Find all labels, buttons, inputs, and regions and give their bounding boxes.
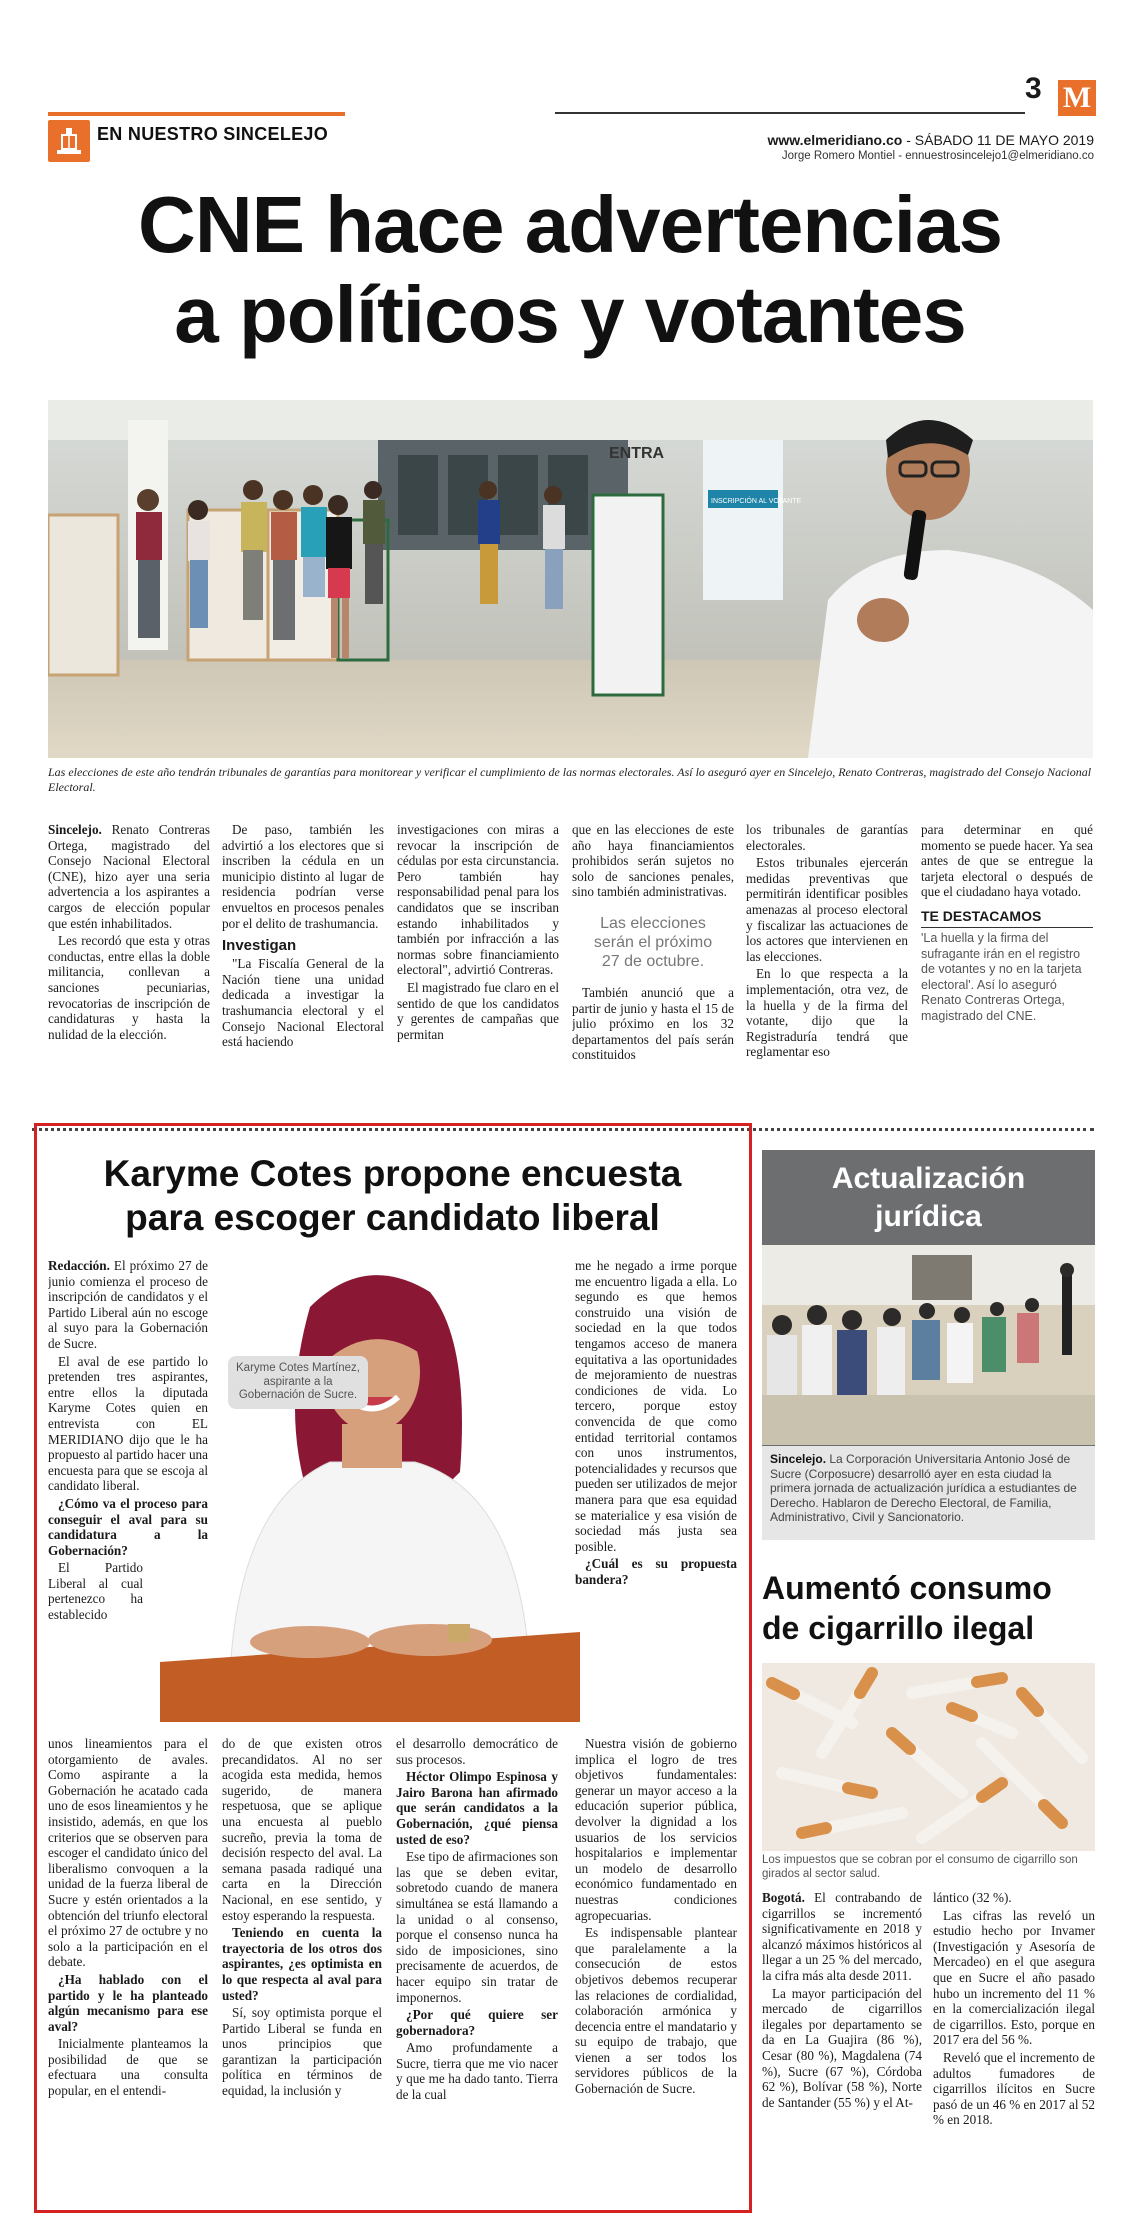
title-line-2: jurídica bbox=[875, 1200, 982, 1233]
karyme-photo-caption: Karyme Cotes Martínez, aspirante a la Gobernación de Sucre. bbox=[228, 1356, 368, 1409]
section-icon bbox=[48, 120, 90, 162]
paragraph: Amo profundamente a Sucre, tierra que me vio nacer y que me ha dado tanto. Tierra de la cual bbox=[396, 2040, 558, 2103]
paragraph: do de que existen otros precandidatos. Al no ser acogida esta medida, hemos sugerido, de manera respetuosa, que se aplique una encuesta al pueblo sucreño, previa la toma de decisión respecto del aval. La semana pasada radiqué una carta en la Dirección Nacional, en ese sentido, y estoy esperando la respuesta. bbox=[222, 1736, 382, 1923]
header-rule bbox=[555, 112, 1025, 114]
section-name: EN NUESTRO SINCELEJO bbox=[97, 124, 329, 144]
karyme-headline bbox=[40, 1152, 745, 1240]
karyme-col-4 bbox=[575, 1736, 737, 2206]
cigarrillo-photo-caption: Los impuestos que se cobran por el consumo de cigarrillo son girados al sector salud. bbox=[762, 1854, 1078, 1880]
paragraph: los tribunales de garantías electorales. bbox=[746, 822, 908, 853]
paragraph: investigaciones con miras a revocar la inscripción de cédulas por esta circunstancia. Pero también hay responsabilidad penal para los candidatos que se inscriban estando inhabilitados y también por infracción a las normas sobre financiamiento electoral", advirtió Contreras. bbox=[397, 822, 559, 978]
main-photo-caption: Las elecciones de este año tendrán tribunales de garantías para monitorear y verificar el cumplimiento de las normas electorales. Así lo aseguró ayer en Sincelejo, Renato Contreras, magistrado del Consejo Nacional Electoral. bbox=[48, 765, 1092, 794]
title-line-2: de cigarrillo ilegal bbox=[762, 1610, 1035, 1646]
dateline: Bogotá. bbox=[762, 1890, 805, 1905]
paragraph: para determinar en qué momento se puede hacer. Ya sea antes de que se entregue la tarjeta electoral o después de que el ciudadano haya votado. bbox=[921, 822, 1093, 900]
paragraph: Renato Contreras Ortega, magistrado del Consejo Nacional Electoral (CNE), hizo ayer una seria advertencia a los aspirantes a cargos de elección popular que estén inhabilitados. bbox=[48, 822, 210, 931]
issue-date: - SÁBADO 11 DE MAYO 2019 bbox=[906, 132, 1094, 148]
dateline: Sincelejo. bbox=[770, 1452, 827, 1466]
dateline: Redacción. bbox=[48, 1258, 110, 1273]
karyme-col-2 bbox=[222, 1736, 382, 2206]
question: ¿Cuál es su propuesta bandera? bbox=[575, 1556, 737, 1587]
headline-line-2: a políticos y votantes bbox=[174, 270, 966, 359]
cigarrillo-photo bbox=[762, 1663, 1095, 1851]
main-col-2 bbox=[222, 822, 384, 1118]
main-photo bbox=[48, 400, 1093, 758]
pullquote: Las elecciones serán el próximo 27 de octubre. bbox=[593, 914, 713, 970]
karyme-photo bbox=[160, 1252, 580, 1722]
paragraph: Les recordó que esta y otras conductas, entre ellas la doble militancia, conllevan a sanciones pecuniarias, revocatorias de inscripción de candidaturas y hasta la nulidad de la elección. bbox=[48, 933, 210, 1042]
question: ¿Por qué quiere ser gobernadora? bbox=[396, 2007, 558, 2038]
headline-line-1: CNE hace advertencias bbox=[138, 180, 1002, 269]
main-headline bbox=[0, 180, 1140, 360]
title-line-1: Actualización bbox=[831, 1162, 1026, 1195]
paragraph: Reveló que el incremento de adultos fumadores de cigarrillos ilícitos en Sucre pasó de un 46 % en 2017 al 52 % en 2018. bbox=[933, 2049, 1095, 2128]
headline-line-2: para escoger candidato liberal bbox=[125, 1197, 660, 1238]
caption-text: La Corporación Universitaria Antonio José de Sucre (Corposucre) desarrolló ayer en esta ciudad la primera jornada de actualización jurídica a estudiantes de Derecho. Hablaron de Derecho Electoral, de Familia, Administrativo, Civil y Sancionatorio. bbox=[770, 1452, 1077, 1525]
paragraph: unos lineamientos para el otorgamiento de avales. Como aspirante a la Gobernación he acatado cada uno de esos lineamientos y he insistido, además, en que los criterios que se observen para escoger el candidato único del liberalismo convoquen a la unidad de la fuerza liberal de Sucre y estén orientados a la obtención del triunfo electoral el próximo 27 de octubre y no solo a la participación en el debate. bbox=[48, 1736, 208, 1970]
actualizacion-caption bbox=[762, 1446, 1095, 1540]
cigarrillo-headline bbox=[762, 1568, 1095, 1648]
question: ¿Cómo va el proceso para conseguir el aval para su candidatura a la Gobernación? bbox=[48, 1495, 208, 1558]
paragraph: el desarrollo democrático de sus procesos. bbox=[396, 1736, 558, 1767]
paragraph: El magistrado fue claro en el sentido de que los candidatos y gerentes de campañas que permitan bbox=[397, 979, 559, 1042]
question: Teniendo en cuenta la trayectoria de los otros dos aspirantes, ¿es optimista en lo que respecta al aval para usted? bbox=[222, 1925, 382, 2003]
main-col-4 bbox=[572, 822, 734, 1118]
dateline-header bbox=[767, 132, 1094, 148]
photo-sign-banner: INSCRIPCIÓN AL VOTANTE bbox=[711, 498, 802, 505]
paragraph: Las cifras las reveló un estudio hecho por Invamer (Investigación y Asesoría de Mercadeo) en el que asegura que en Sucre el año pasado hubo un incremento del 11 % en la comercialización ilegal de cigarrillos. Esto, porque en 2017 era del 56 %. bbox=[933, 1907, 1095, 2048]
paragraph: En lo que respecta a la implementación, otra vez, de la huella y de la firma del votante, dijo que la Registraduría tendrá que reglamentar eso bbox=[746, 966, 908, 1060]
paragraph: El contrabando de cigarrillos se incrementó significativamente en 2018 y alcanzó máximos históricos al llegar a un 25 % del mercado, la cifra más alta desde 2011. bbox=[762, 1890, 922, 1983]
paragraph: Estos tribunales ejercerán medidas preventivas que permitirán identificar posibles amenazas al proceso electoral y fiscalizar las actuaciones de los actores que intervienen en las elecciones. bbox=[746, 855, 908, 964]
question: Héctor Olimpo Espinosa y Jairo Barona han afirmado que serán candidatos a la Gobernación, ¿qué piensa usted de eso? bbox=[396, 1769, 558, 1847]
question: ¿Ha hablado con el partido y le ha planteado algún mecanismo para ese aval? bbox=[48, 1971, 208, 2034]
paragraph: me he negado a irme porque me encuentro ligada a ella. Lo segundo es que hemos construido una visión de sociedad en la que todos tengamos acceso de manera equitativa a las oportunidades de mejoramiento de nuestras condiciones de vida. Lo tercero, porque estoy convencida de que como entidad territorial contamos con unos instrumentos, potencialidades y recursos que pueden ser utilizados de mejor manera para que esa equidad se materialice y esa visión de sociedad más justa sea posible. bbox=[575, 1258, 737, 1554]
paragraph: Inicialmente planteamos la posibilidad de que se efectuara una consulta popular, en el entendi- bbox=[48, 2036, 208, 2099]
main-col-5 bbox=[746, 822, 908, 1118]
dateline: Sincelejo. bbox=[48, 822, 102, 837]
paragraph: Es indispensable plantear que paralelamente a la consecución de estos objetivos debemos recuperar las relaciones de cordialidad, colaboración armónica y decencia entre el mandatario y su equipo de trabajo, que vienen a ser todos los servidores públicos de la Gobernación de Sucre. bbox=[575, 1925, 737, 2097]
subhead: Investigan bbox=[222, 937, 297, 955]
page-number: 3 bbox=[1025, 72, 1042, 105]
section-top-rule bbox=[48, 112, 345, 116]
paragraph: "La Fiscalía General de la Nación tiene una unidad dedicada a investigar la trashumancia electoral y el Consejo Nacional Electoral está haciendo bbox=[222, 956, 384, 1050]
karyme-col-1 bbox=[48, 1258, 208, 1724]
main-col-6 bbox=[921, 822, 1093, 1118]
karyme-col-4-top bbox=[575, 1258, 737, 1724]
highlight-text: 'La huella y la firma del sufragante irán en el registro de votantes y no en la tarjeta electoral'. Así lo aseguró Renato Contreras Ortega, magistrado del CNE. bbox=[921, 930, 1082, 1023]
paragraph: De paso, también les advirtió a los electores que si inscriben la cédula en un municipio distinto al lugar de residencia podrían verse envueltos en procesos penales por el delito de trashumancia. bbox=[222, 822, 384, 931]
main-col-3 bbox=[397, 822, 559, 1118]
headline-line-1: Karyme Cotes propone encuesta bbox=[103, 1153, 682, 1194]
karyme-col-1b bbox=[48, 1736, 208, 2206]
author-credit: Jorge Romero Montiel - ennuestrosincelejo1@elmeridiano.co bbox=[781, 150, 1094, 162]
cigarrillo-col-1 bbox=[762, 1890, 922, 2212]
paragraph: Ese tipo de afirmaciones son las que se deben evitar, sobretodo cuando de manera simultánea se está llamando a la unidad o al consenso, porque el consenso nunca ha sido de imposiciones, sino precisamente de acuerdos, de hacer equipo sin tratar de imponernos. bbox=[396, 1849, 558, 2005]
highlight-title: TE DESTACAMOS bbox=[921, 908, 1093, 928]
paragraph: Sí, soy optimista porque el Partido Liberal se funda en unos principios que garantizan la participación política en términos de equidad, la inclusión y bbox=[222, 2005, 382, 2099]
website[interactable]: www.elmeridiano.co bbox=[767, 132, 903, 148]
paragraph: El aval de ese partido lo pretenden tres aspirantes, entre ellos la diputada Karyme Cotes quien en entrevista con EL MERIDIANO dijo que le ha propuesto al partido hacer una encuesta para que se escoja al candidato liberal. bbox=[48, 1353, 208, 1494]
photo-sign-entrada: ENTRA bbox=[609, 445, 665, 462]
actualizacion-title bbox=[762, 1160, 1095, 1236]
paragraph: El próximo 27 de junio comienza el proceso de inscripción de candidatos y el Partido Liberal aún no escoge al suyo para la Gobernación de Sucre. bbox=[48, 1258, 208, 1351]
karyme-col-3 bbox=[396, 1736, 558, 2206]
paragraph: El Partido Liberal al cual pertenezco ha establecido bbox=[48, 1560, 143, 1623]
paragraph: lántico (32 %). bbox=[933, 1890, 1012, 1905]
paragraph: La mayor participación del mercado de cigarrillos ilegales por departamento se da en La Guajira (86 %), Cesar (80 %), Magdalena (74 %), Sucre (67 %), Córdoba 62 %), Bolívar (58 %), Norte de Santander (55 %) y el At- bbox=[762, 1985, 922, 2110]
main-col-1 bbox=[48, 822, 210, 1118]
actualizacion-photo bbox=[762, 1245, 1095, 1445]
paragraph: que en las elecciones de este año haya financiamientos prohibidos serán sujetos no solo de sanciones penales, sino también administrativas. bbox=[572, 822, 734, 900]
title-line-1: Aumentó consumo bbox=[762, 1570, 1052, 1606]
paragraph: Nuestra visión de gobierno implica el logro de tres objetivos fundamentales: generar un mayor acceso a la educación superior pública, devolver la dignidad a los usuarios de los servicios hospitalarios e implementar un modelo de desarrollo económico fundamentado en nuestras condiciones agropecuarias. bbox=[575, 1736, 737, 1923]
logo: M bbox=[1058, 80, 1096, 116]
cigarrillo-col-2 bbox=[933, 1890, 1095, 2212]
paragraph: También anunció que a partir de junio y hasta el 15 de julio próximo en los 32 departamentos del país serán constituidos bbox=[572, 984, 734, 1063]
